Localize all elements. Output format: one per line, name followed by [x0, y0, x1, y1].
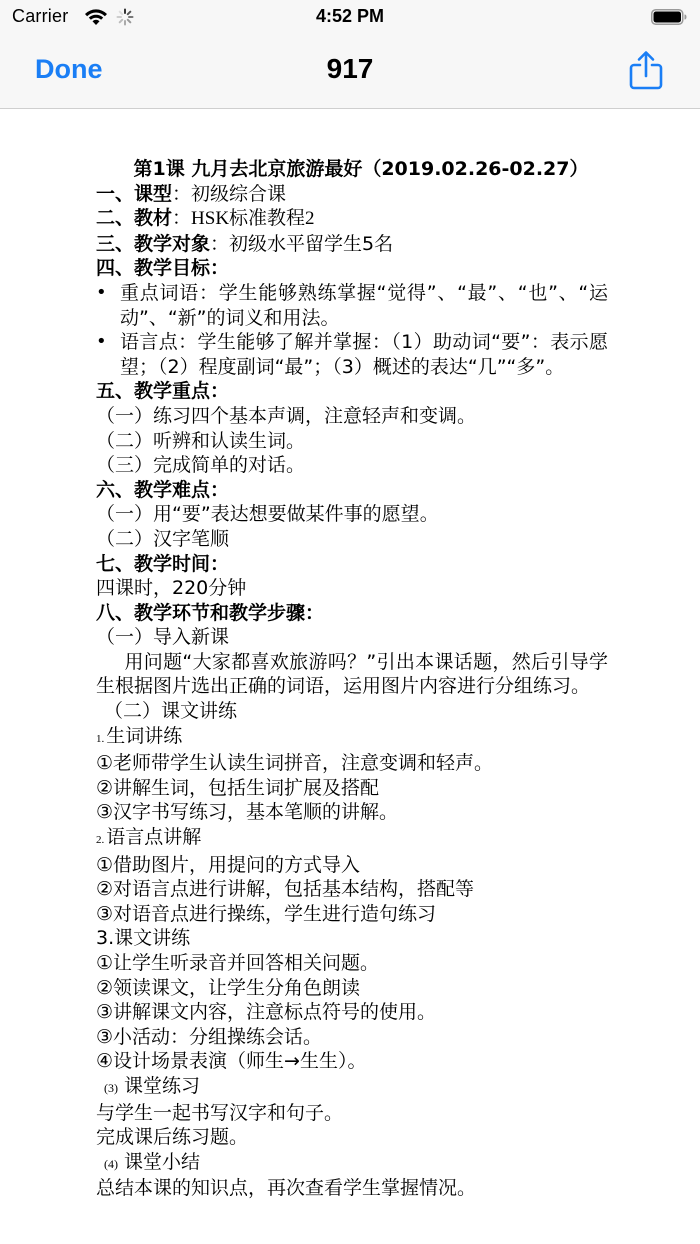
step-label: （一）导入新课 [96, 626, 230, 649]
step-paragraph: 用问题“大家都喜欢旅游吗？”引出本课话题，然后引导学生根据图片选出正确的词语，运用图片内容进行分组练习。 [96, 650, 608, 698]
list-item: ②领读课文，让学生分角色朗读 [96, 976, 361, 999]
section-heading-objectives: 四、教学目标： [96, 257, 230, 280]
list-item: ①让学生听录音并回答相关问题。 [96, 952, 380, 974]
step-heading [96, 1150, 608, 1177]
list-item: ③对语音点进行操练，学生进行造句练习 [96, 902, 437, 925]
list-item: （二）听辨和认读生词。 [96, 429, 306, 452]
navigation-bar [0, 36, 700, 109]
document-viewer[interactable] [96, 157, 608, 1201]
status-bar [0, 0, 700, 36]
substep-label: 语言点讲解 [106, 826, 202, 849]
list-item: 总结本课的知识点，再次查看学生掌握情况。 [96, 1177, 477, 1200]
substep-heading [96, 825, 608, 853]
section-heading-difficulties: 六、教学难点： [96, 478, 230, 501]
section-heading-key-points: 五、教学重点： [96, 380, 230, 403]
list-item: （一）用“要”表达想要做某件事的愿望。 [96, 503, 439, 526]
list-item: （二）汉字笔顺 [96, 527, 230, 550]
substep-number: 1. [96, 732, 105, 745]
section-heading: 一、课型 [96, 182, 173, 205]
list-item: ③小活动：分组操练会话。 [96, 1025, 323, 1048]
share-icon[interactable] [628, 50, 664, 90]
section-value: 初级水平留学生5名 [229, 232, 394, 255]
list-item: ②讲解生词，包括生词扩展及搭配 [96, 776, 380, 799]
battery-icon [651, 9, 687, 25]
list-item: 与学生一起书写汉字和句子。 [96, 1101, 344, 1124]
bullet-dot-icon: • [96, 281, 107, 303]
page-title: 917 [326, 53, 374, 84]
section-value: 初级综合课 [191, 182, 287, 205]
done-button[interactable]: Done [35, 54, 103, 84]
substep-number: 2. [96, 834, 105, 847]
list-item: ③汉字书写练习，基本笔顺的讲解。 [96, 801, 399, 824]
bullet-dot-icon: • [96, 331, 107, 353]
substep-heading: 3.课文讲练 [96, 927, 191, 950]
separator: ： [210, 232, 230, 255]
list-item: ③讲解课文内容，注意标点符号的使用。 [96, 1001, 437, 1024]
section-course-type [96, 182, 608, 207]
step-label: 课堂小结 [124, 1150, 201, 1173]
substep-label: 生词讲练 [106, 724, 183, 747]
substep-heading [96, 724, 608, 752]
bullet-item [96, 330, 608, 379]
bullet-text: 语言点：学生能够了解并掌握：（1）助动词“要”：表示愿望；（2）程度副词“最”；（3）概述的表达“几”“多”。 [120, 331, 608, 378]
list-item: ④设计场景表演（师生→生生）。 [96, 1050, 367, 1073]
list-item: （一）练习四个基本声调，注意轻声和变调。 [96, 404, 477, 427]
list-item: ②对语言点进行讲解，包括基本结构，搭配等 [96, 878, 475, 901]
section-value: 四课时，220分钟 [96, 577, 247, 600]
document-title: 第1课 九月去北京旅游最好（2019.02.26-02.27） [133, 158, 589, 180]
separator: ： [172, 182, 192, 205]
section-value: HSK标准教程2 [191, 208, 315, 230]
section-heading: 三、教学对象 [96, 232, 211, 255]
step-label: 课堂练习 [124, 1074, 201, 1097]
list-item: （三）完成简单的对话。 [96, 454, 306, 477]
step-heading [96, 1074, 608, 1101]
carrier-label: Carrier [12, 6, 69, 26]
separator: ： [172, 207, 192, 230]
bullet-text: 重点词语：学生能够熟练掌握“觉得”、“最”、“也”、“运动”、“新”的词义和用法。 [120, 281, 608, 329]
status-time: 4:52 PM [315, 6, 385, 26]
section-textbook [96, 206, 608, 232]
bullet-item [96, 281, 608, 330]
section-heading: 二、教材 [96, 207, 173, 230]
section-heading-steps: 八、教学环节和教学步骤： [96, 601, 325, 624]
step-label: （二）课文讲练 [104, 700, 238, 723]
step-number: (4) [104, 1156, 118, 1171]
list-item: ①借助图片，用提问的方式导入 [96, 853, 361, 876]
step-number: (3) [104, 1080, 118, 1095]
section-heading-time: 七、教学时间： [96, 552, 230, 575]
list-item: 完成课后练习题。 [96, 1126, 249, 1149]
list-item: ①老师带学生认读生词拼音，注意变调和轻声。 [96, 752, 494, 775]
section-audience [96, 232, 608, 257]
